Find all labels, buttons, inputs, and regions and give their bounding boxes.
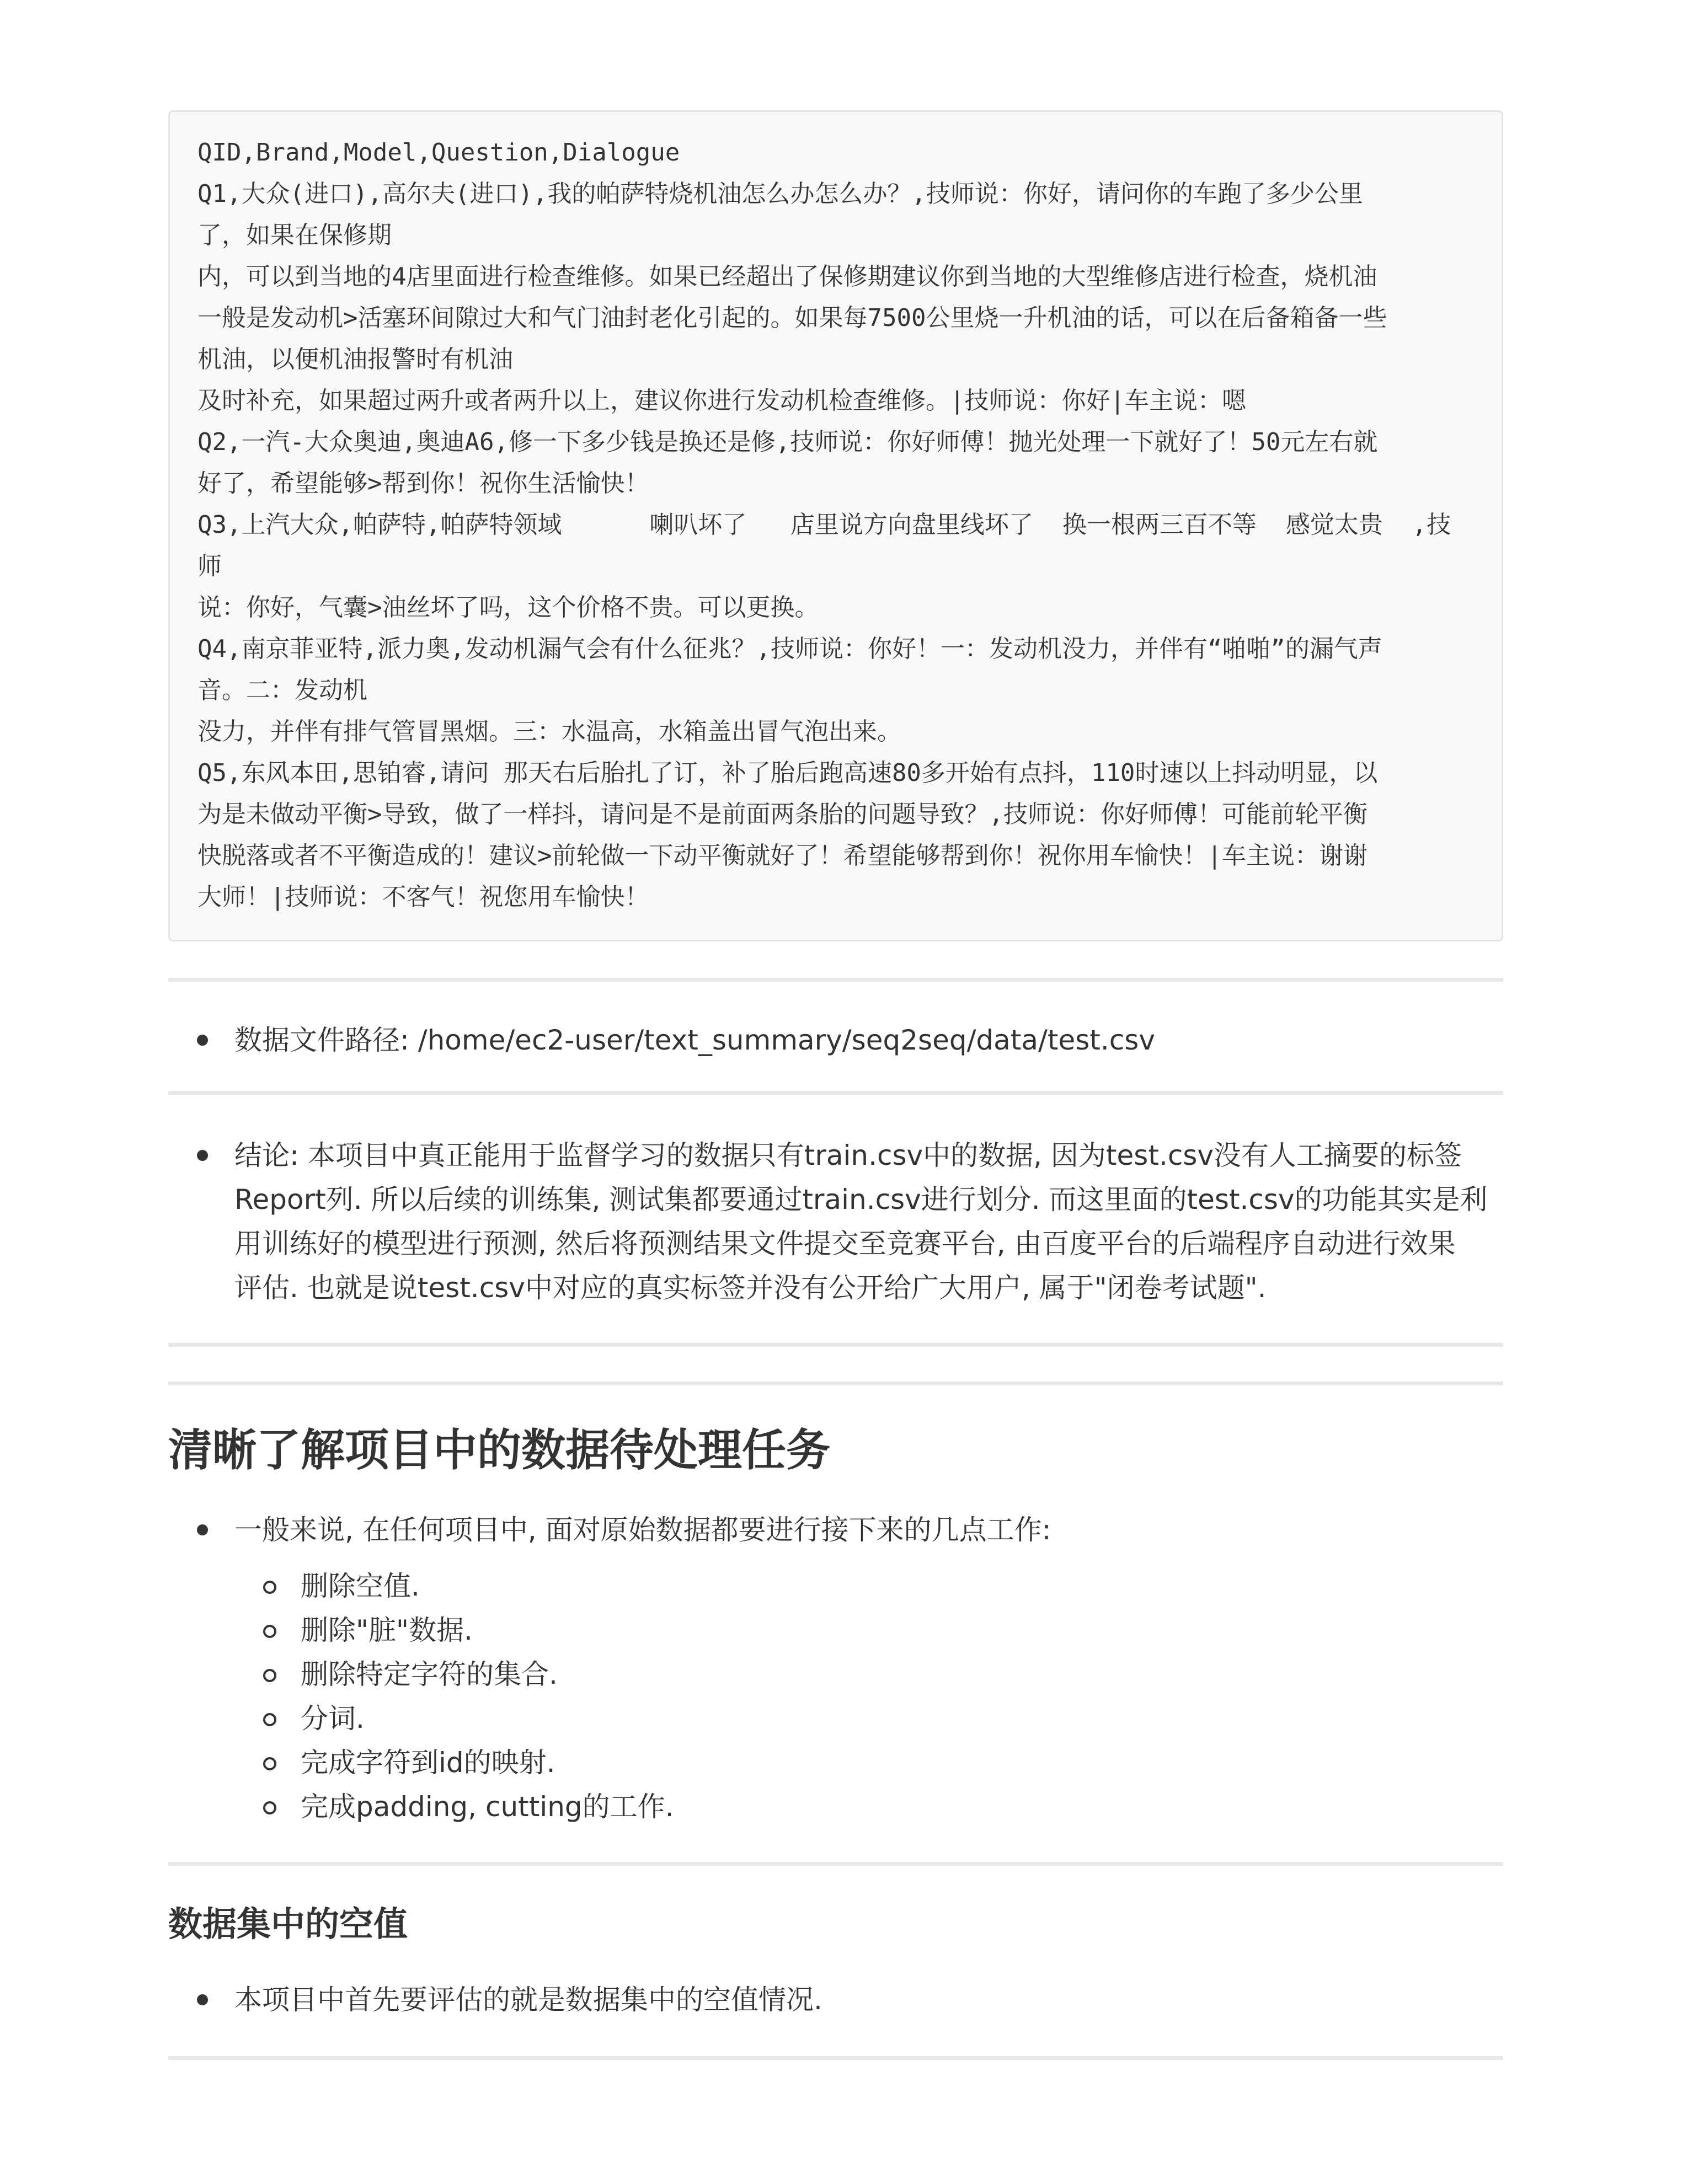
code-line: 一般是发动机>活塞环间隙过大和气门油封老化引起的。如果每7500公里烧一升机油的话，可以在后备箱备一些: [197, 304, 1387, 332]
code-line: 机油，以便机油报警时有机油: [197, 345, 513, 373]
code-line: 内，可以到当地的4店里面进行检查维修。如果已经超出了保修期建议你到当地的大型维修店进行检查，烧机油: [197, 263, 1377, 291]
task-item: 删除"脏"数据.: [168, 1608, 1503, 1652]
conclusion-line: Report列. 所以后续的训练集, 测试集都要通过train.csv进行划分. 而这里面的test.csv的功能其实是利: [234, 1184, 1488, 1216]
code-line: 说：你好，气囊>油丝坏了吗，这个价格不贵。可以更换。: [197, 593, 819, 622]
conclusion-line: 评估. 也就是说test.csv中对应的真实标签并没有公开给广大用户, 属于"闭卷考试题".: [234, 1272, 1267, 1304]
code-line: Q1,大众(进口),高尔夫(进口),我的帕萨特烧机油怎么办怎么办？,技师说：你好，请问你的车跑了多少公里: [197, 180, 1363, 208]
csv-code-block: [168, 110, 1503, 941]
tasks-intro-item: 一般来说, 在任何项目中, 面对原始数据都要进行接下来的几点工作:: [168, 1508, 1503, 1552]
conclusion-line: 用训练好的模型进行预测, 然后将预测结果文件提交至竞赛平台, 由百度平台的后端程序自动进行效果: [234, 1228, 1456, 1260]
task-item: 完成字符到id的映射.: [168, 1741, 1503, 1785]
divider: [168, 978, 1503, 982]
code-line: 为是未做动平衡>导致，做了一样抖，请问是不是前面两条胎的问题导致？,技师说：你好师傅！可能前轮平衡: [197, 800, 1368, 828]
section-heading: 清晰了解项目中的数据待处理任务: [168, 1425, 830, 1476]
subsection-heading: 数据集中的空值: [168, 1904, 408, 1944]
divider: [168, 1343, 1503, 1347]
code-line: 没力，并伴有排气管冒黑烟。三：水温高，水箱盖出冒气泡出来。: [197, 718, 901, 746]
null-values-item: 本项目中首先要评估的就是数据集中的空值情况.: [168, 1978, 1503, 2022]
code-line: QID,Brand,Model,Question,Dialogue: [197, 138, 680, 167]
task-item: 完成padding, cutting的工作.: [168, 1785, 1503, 1829]
code-line: 了，如果在保修期: [197, 221, 392, 249]
task-item: 删除空值.: [168, 1564, 1503, 1608]
divider: [168, 1862, 1503, 1866]
document-body: [168, 0, 1503, 2115]
tasks-list: [168, 1564, 1503, 1829]
data-path-item: 数据文件路径: /home/ec2-user/text_summary/seq2seq/data/test.csv: [168, 1018, 1503, 1062]
task-item: 删除特定字符的集合.: [168, 1652, 1503, 1696]
task-item: 分词.: [168, 1696, 1503, 1741]
code-line: Q4,南京菲亚特,派力奥,发动机漏气会有什么征兆？,技师说：你好！一：发动机没力，并伴有“啪啪”的漏气声: [197, 635, 1382, 663]
divider: [168, 1382, 1503, 1385]
code-line: 好了，希望能够>帮到你！祝你生活愉快！: [197, 469, 649, 497]
code-line: Q5,东风本田,思铂睿,请问 那天右后胎扎了订，补了胎后跑高速80多开始有点抖，110时速以上抖动明显，以: [197, 759, 1378, 787]
divider: [168, 2056, 1503, 2060]
code-lines: [197, 132, 1474, 918]
code-line: 大师！|技师说：不客气！祝您用车愉快！: [197, 883, 649, 911]
code-line: 及时补充，如果超过两升或者两升以上，建议你进行发动机检查维修。|技师说：你好|车主说：嗯: [197, 387, 1246, 415]
divider: [168, 1091, 1503, 1095]
code-line: Q2,一汽-大众奥迪,奥迪A6,修一下多少钱是换还是修,技师说：你好师傅！抛光处理一下就好了！50元左右就: [197, 428, 1378, 456]
conclusion-line: 结论: 本项目中真正能用于监督学习的数据只有train.csv中的数据, 因为test.csv没有人工摘要的标签: [168, 1133, 1503, 1177]
code-line: 音。二：发动机: [197, 676, 367, 704]
code-line: 快脱落或者不平衡造成的！建议>前轮做一下动平衡就好了！希望能够帮到你！祝你用车愉快！|车主说：谢谢: [197, 842, 1368, 870]
code-line: Q3,上汽大众,帕萨特,帕萨特领域 喇叭坏了 店里说方向盘里线坏了 换一根两三百不等 感觉太贵 ,技师: [197, 511, 1451, 580]
conclusion-item: [168, 1133, 1503, 1310]
